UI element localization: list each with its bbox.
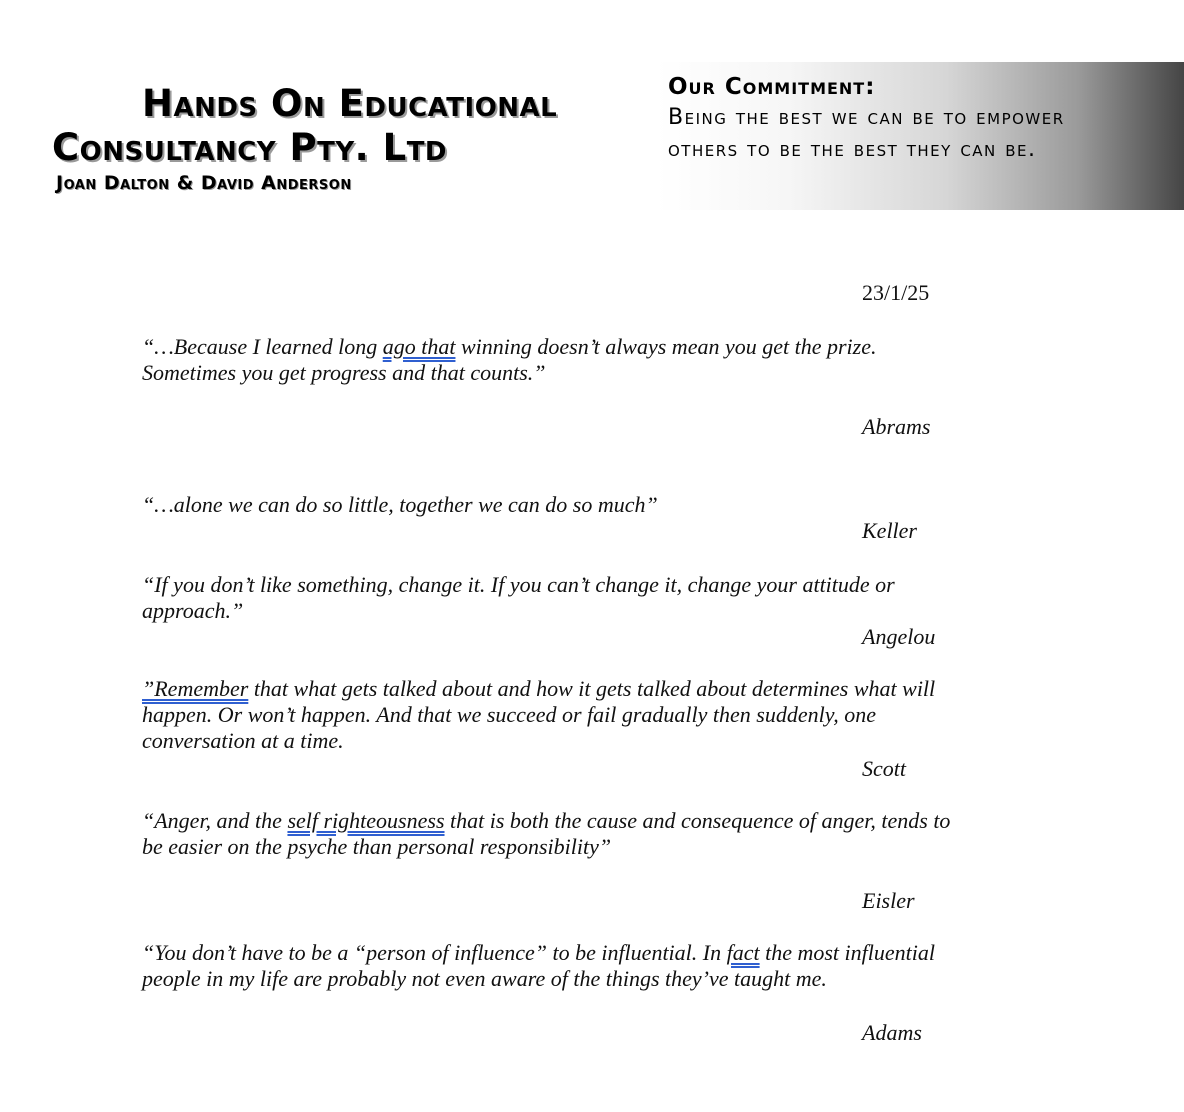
quote-eisler: [142, 808, 1042, 860]
quote-line: conversation at a time.: [142, 728, 344, 753]
commitment-banner: [656, 62, 1184, 210]
company-name-line1: Hands On Educational: [142, 82, 558, 125]
founder-names: Joan Dalton & David Anderson: [56, 172, 352, 194]
quote-keller: [142, 492, 1042, 518]
quote-text: “Anger, and the: [142, 808, 288, 833]
author-scott: Scott: [862, 756, 906, 781]
commitment-line-2: others to be the best they can be.: [668, 137, 1037, 162]
quote-text: “…Because I learned long: [142, 334, 383, 359]
quote-adams: [142, 940, 1042, 992]
proofing-mark[interactable]: fact: [726, 940, 760, 965]
commitment-line-1: Being the best we can be to empower: [668, 105, 1065, 130]
author-abrams: Abrams: [862, 414, 931, 439]
author-eisler: Eisler: [862, 888, 915, 913]
company-name: [52, 82, 672, 194]
quote-line: be easier on the psyche than personal responsibility”: [142, 834, 612, 859]
proofing-mark[interactable]: ago that: [382, 334, 456, 359]
quote-line: “…alone we can do so little, together we can do so much”: [142, 492, 658, 517]
quote-text: “You don’t have to be a “person of influence” to be influential. In: [142, 940, 727, 965]
commitment-title: Our Commitment:: [668, 74, 876, 100]
author-angelou: Angelou: [862, 624, 936, 649]
quote-line: [142, 808, 1042, 834]
quote-line: people in my life are probably not even aware of the things they’ve taught me.: [142, 966, 827, 991]
quote-line: [142, 334, 1042, 360]
author-adams: Adams: [862, 1020, 922, 1045]
quote-abrams: [142, 334, 1042, 386]
quote-text: that is both the cause and consequence of anger, tends to: [444, 808, 951, 833]
document-date: 23/1/25: [862, 280, 930, 305]
quote-text: the most influential: [759, 940, 935, 965]
quote-text: that what gets talked about and how it gets talked about determines what will: [248, 676, 936, 701]
quote-line: [142, 676, 1042, 702]
commitment-text: [668, 102, 1065, 166]
quote-line: “If you don’t like something, change it. If you can’t change it, change your attitude or: [142, 572, 895, 597]
quote-scott: [142, 676, 1042, 754]
quote-line: Sometimes you get progress and that counts.”: [142, 360, 546, 385]
quote-line: happen. Or won’t happen. And that we succeed or fail gradually then suddenly, one: [142, 702, 877, 727]
proofing-mark[interactable]: ”Remember: [142, 676, 249, 701]
author-keller: Keller: [862, 518, 917, 543]
quote-text: winning doesn’t always mean you get the prize.: [455, 334, 877, 359]
quote-line: [142, 940, 1042, 966]
quote-angelou: [142, 572, 1042, 624]
quote-line: approach.”: [142, 598, 244, 623]
company-name-line2: Consultancy Pty. Ltd: [52, 126, 448, 169]
proofing-mark[interactable]: self righteousness: [287, 808, 445, 833]
